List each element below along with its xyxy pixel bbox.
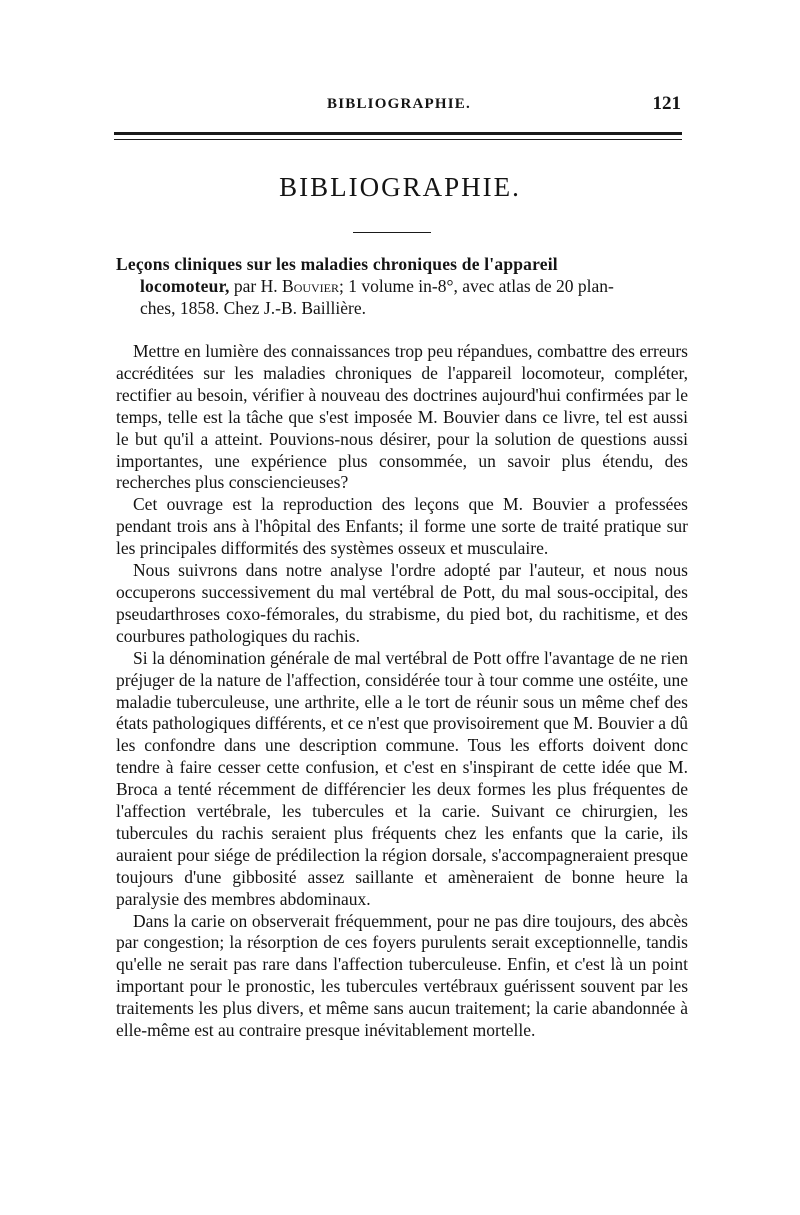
running-head [115,93,683,118]
paragraph-1: Mettre en lumière des connaissances trop peu répandues, combattre des erreurs accréditées sur les maladies chroniques de l'appareil locomoteur, compléter, rectifier au besoin, vérifier à nouveau des doctrines aujourd'hui confirmées par le temps, telle est la tâche que s'est imposée M. Bouvier dans ce livre, tel est aussi le but qu'il a atteint. Pouvions-nous désirer, pour la solution de questions aussi importantes, une expérience plus consommée, un savoir plus étendu, des recherches plus consciencieuses? [116,341,688,493]
entry-author-prefix: par H. [229,276,283,296]
title-divider [353,232,431,233]
paragraph-3: Nous suivrons dans notre analyse l'ordre adopté par l'auteur, et nous nous occuperons successivement du mal vertébral de Pott, du mal sous-occipital, des pseudarthroses coxo-fémorales, du strabisme, du pied bot, du rachitisme, et des courbures pathologiques du rachis. [116,560,688,646]
entry-details: ; 1 volume in-8°, avec atlas de 20 plan- [339,276,614,296]
review-body [116,341,688,1042]
entry-line3: ches, 1858. Chez J.-B. Baillière. [140,298,366,318]
paragraph-2: Cet ouvrage est la reproduction des leçons que M. Bouvier a professées pendant trois ans à l'hôpital des Enfants; il forme une sorte de traité pratique sur les principales difformités des systèmes osseux et musculaire. [116,494,688,559]
paragraph-4: Si la dénomination générale de mal vertébral de Pott offre l'avantage de ne rien préjuger de la nature de l'affection, considérée tour à tour comme une ostéite, une maladie tuberculeuse, une arthrite, elle a le tort de réunir sous un même chef des états pathologiques différents, et ce n'est que provisoirement que M. Bouvier a dû les confondre dans une description commune. Tous les efforts doivent donc tendre à faire cesser cette confusion, et c'est en s'inspirant de cette idée que M. Broca a tenté récemment de différencier les deux formes les plus fréquentes de l'affection vertébrale, les tubercules et la carie. Suivant ce chirurgien, les tubercules du rachis seraient plus fréquents chez les enfants que la carie, ils auraient pour siége de prédilection la région dorsale, s'accompagneraient presque toujours d'une gibbosité assez saillante et amèneraient de bonne heure la paralysie des membres abdominaux. [116,647,688,909]
entry-title-line1: Leçons cliniques sur les maladies chroniques de l'appareil [116,254,558,274]
entry-title-line2: locomoteur, [140,276,230,296]
paragraph-5: Dans la carie on observerait fréquemment, pour ne pas dire toujours, des abcès par congestion; la résorption de ces foyers purulents serait exceptionnelle, tandis qu'elle ne serait pas rare dans l'affection tuberculeuse. Enfin, et c'est là un point important pour le pronostic, les tubercules vertébraux guérissent souvent par les traitements les plus divers, et même sans aucun traitement; la carie abandonnée à elle-même est au contraire presque inévitablement mortelle. [116,910,688,1041]
thick-rule [114,132,682,135]
header-double-rule [114,132,682,144]
page-number: 121 [652,93,681,114]
bibliographic-entry [116,253,688,319]
running-head-title: BIBLIOGRAPHIE. [327,96,471,112]
thin-rule [114,139,682,140]
section-title: BIBLIOGRAPHIE. [279,172,521,202]
entry-author: Bouvier [282,276,340,296]
entry-line2 [116,275,688,297]
